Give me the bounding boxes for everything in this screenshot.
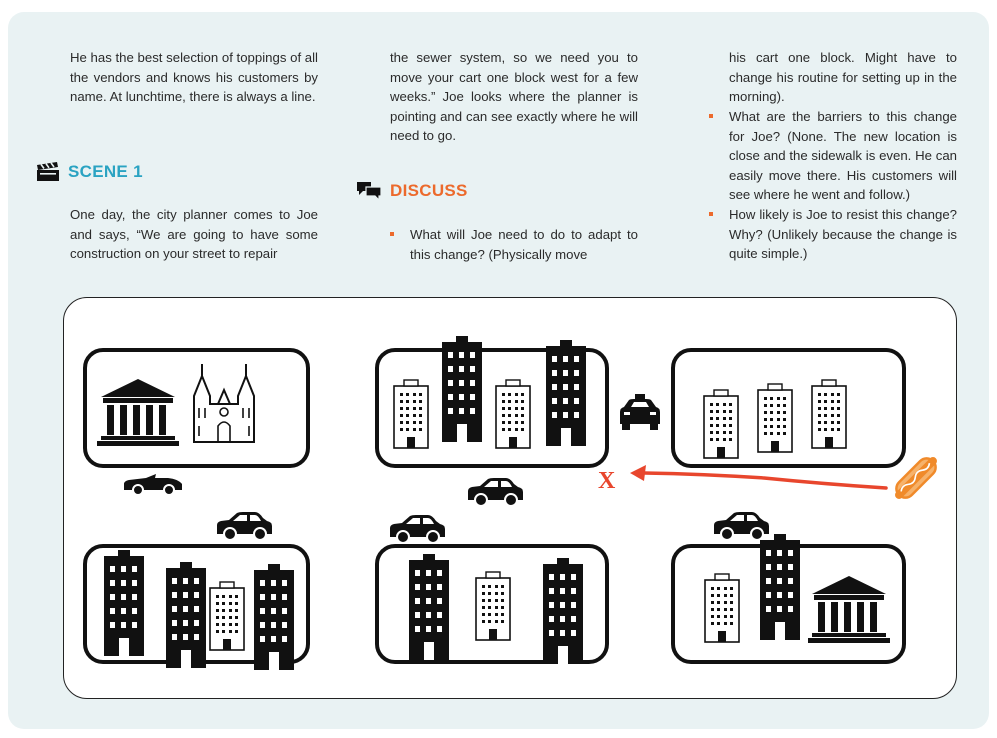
- discuss-heading: [356, 181, 468, 201]
- building-icon: [760, 534, 800, 640]
- museum-icon: [97, 379, 179, 446]
- scene-paragraph: One day, the city planner comes to Joe and says, “We are going to have some construction on your street to repair: [70, 207, 318, 262]
- car-icon: [468, 478, 523, 506]
- discuss-question: What are the barriers to this change for Joe? (None. The new location is close and the sidewalk is even. He can easily move there. His customers will see where he went and follow.): [709, 107, 957, 205]
- building-icon: [166, 562, 206, 668]
- continuation-paragraph: his cart one block. Might have to change his routine for setting up in the morning).: [729, 50, 957, 105]
- building-icon: [705, 574, 739, 642]
- building-icon: [409, 554, 449, 660]
- museum-icon: [808, 576, 890, 643]
- building-icon: [758, 384, 792, 452]
- car-icon: [217, 512, 272, 540]
- discuss-question: What will Joe need to do to adapt to this change? (Physically move: [390, 225, 638, 264]
- convertible-icon: [124, 474, 182, 495]
- scene-heading: [36, 162, 143, 182]
- destination-marker: X: [598, 468, 616, 494]
- intro-paragraph: He has the best selection of toppings of all the vendors and knows his customers by name. At lunchtime, there is always a line.: [70, 50, 318, 105]
- car-icon: [390, 515, 445, 543]
- taxi-icon: [620, 394, 660, 430]
- building-icon: [210, 582, 244, 650]
- building-icon: [394, 380, 428, 448]
- discuss-question: How likely is Joe to resist this change? Why? (Unlikely because the change is quite simple.): [709, 205, 957, 264]
- building-icon: [104, 550, 144, 656]
- city-map-drawing: [64, 298, 957, 699]
- building-icon: [546, 340, 586, 446]
- building-icon: [543, 558, 583, 664]
- planner-paragraph: the sewer system, so we need you to move your cart one block west for a few weeks.” Joe looks where the planner is pointing and can see exactly where he will need to go.: [390, 50, 638, 144]
- cathedral-icon: [194, 364, 254, 442]
- city-map: [63, 297, 957, 699]
- building-icon: [442, 336, 482, 442]
- discuss-list-2: [709, 107, 957, 264]
- route-arrow: [630, 465, 886, 488]
- building-icon: [812, 380, 846, 448]
- scene-title: SCENE 1: [68, 162, 143, 181]
- building-icon: [254, 564, 294, 670]
- car-icon: [714, 512, 769, 540]
- building-icon: [704, 390, 738, 458]
- clapperboard-icon: [36, 162, 60, 182]
- chat-bubbles-icon: [356, 181, 382, 201]
- building-icon: [496, 380, 530, 448]
- building-icon: [476, 572, 510, 640]
- discuss-title: DISCUSS: [390, 181, 468, 200]
- discuss-list-1: [390, 225, 638, 264]
